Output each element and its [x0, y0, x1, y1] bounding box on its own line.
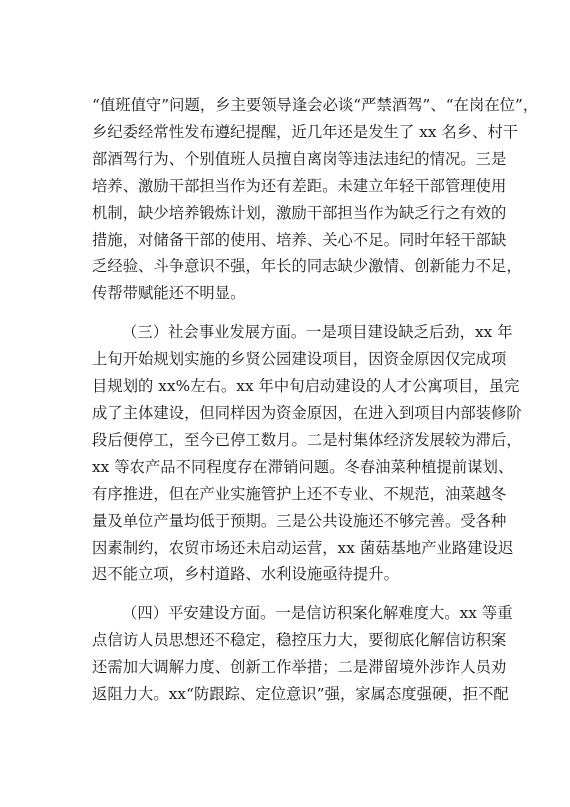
text-line: 乡纪委经常性发布遵纪提醒，近几年还是发生了 xx 名乡、村干: [92, 122, 519, 141]
text-line: xx 等农产品不同程度存在滞销问题。冬春油菜种植提前谋划、: [92, 457, 514, 476]
text-line: 乏经验、斗争意识不强，年长的同志缺少激情、创新能力不足，: [92, 257, 522, 276]
text-line: 部酒驾行为、个别值班人员擅自离岗等违法违纪的情况。三是: [92, 149, 507, 168]
text-line: 上旬开始规划实施的乡贤公园建设项目，因资金原因仅完成项: [92, 350, 507, 369]
paragraph-gap: [92, 588, 496, 600]
text-line: 有序推进，但在产业实施管护上还不专业、不规范，油菜越冬: [92, 484, 507, 503]
text-line: 迟不能立项，乡村道路、水利设施亟待提升。: [92, 565, 399, 584]
paragraph-heading-line: （四）平安建设方面。一是信访积案化解难度大。xx 等重: [122, 604, 513, 623]
text-line: 因素制约，农贸市场还未启动运营，xx 菌菇基地产业路建设迟: [92, 538, 514, 557]
text-line: 还需加大调解力度、创新工作举措；二是滞留境外涉诈人员劝: [92, 658, 507, 677]
text-line: 点信访人员思想还不稳定，稳控压力大，要彻底化解信访积案: [92, 631, 507, 650]
text-line: 措施，对储备干部的使用、培养、关心不足。同时年轻干部缺: [92, 230, 507, 249]
text-line: 传帮带赋能还不明显。: [92, 284, 246, 303]
paragraph-gap: [92, 307, 496, 319]
text-line: “值班值守”问题，乡主要领导逢会必谈“严禁酒驾”、“在岗在位”，: [92, 96, 539, 114]
text-line: 量及单位产量均低于预期。三是公共设施还不够完善。受各种: [92, 511, 507, 530]
text-line: 返阻力大。xx“防跟踪、定位意识”强，家属态度强硬，拒不配: [92, 685, 509, 704]
text-line: 机制，缺少培养锻炼计划，激励干部担当作为缺乏行之有效的: [92, 203, 507, 222]
text-line: 成了主体建设，但同样因为资金原因，在进入到项目内部装修阶: [92, 403, 522, 422]
paragraph-heading-line: （三）社会事业发展方面。一是项目建设缺乏后劲，xx 年: [122, 323, 513, 342]
text-line: 段后便停工，至今已停工数月。二是村集体经济发展较为滞后，: [92, 430, 522, 449]
text-line: 目规划的 xx%左右。xx 年中旬启动建设的人才公寓项目，虽完: [92, 377, 520, 396]
text-line: 培养、激励干部担当作为还有差距。未建立年轻干部管理使用: [92, 176, 507, 195]
document-body: [92, 92, 539, 708]
